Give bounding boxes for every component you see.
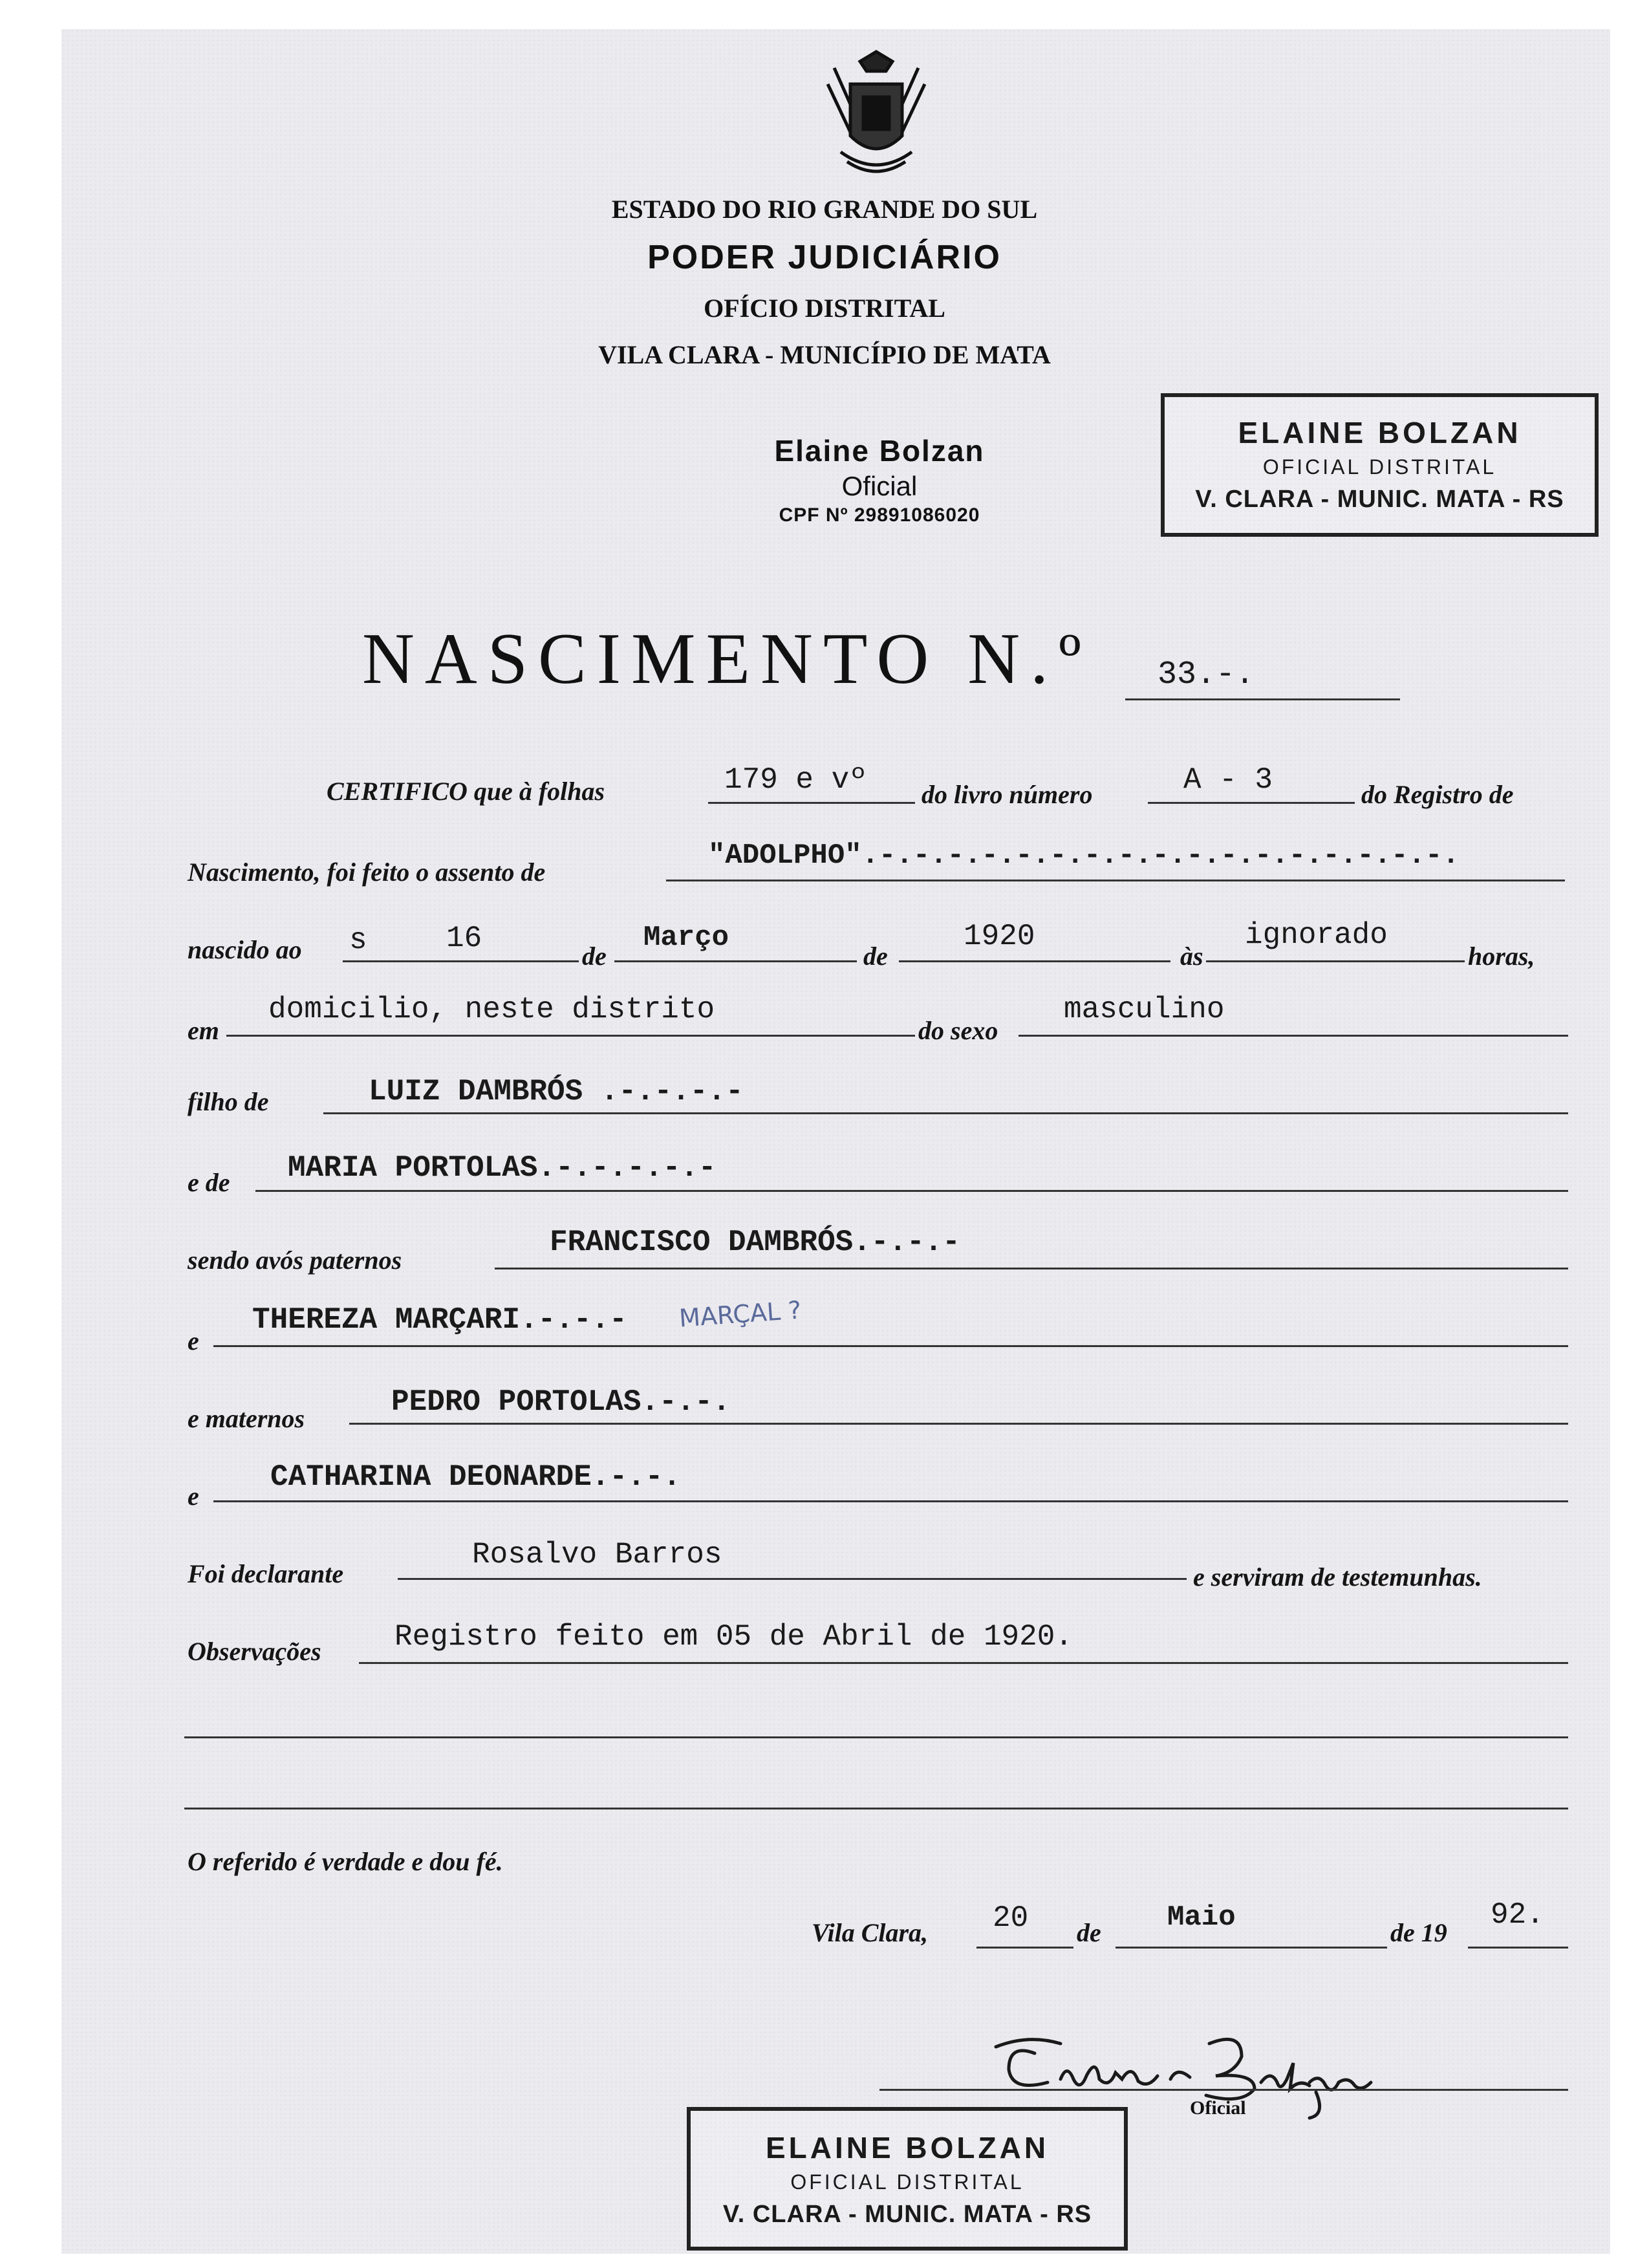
label-oficial: Oficial	[1190, 2097, 1246, 2119]
line-nome	[666, 880, 1565, 881]
line-observacoes	[359, 1662, 1568, 1664]
field-data-mes: Maio	[1167, 1901, 1236, 1934]
field-data-ano: 92.	[1491, 1898, 1544, 1932]
label-registro: do Registro de	[1361, 780, 1514, 809]
field-mes: Março	[643, 922, 729, 954]
field-hora: ignorado	[1245, 918, 1388, 952]
location-heading: VILA CLARA - MUNICÍPIO DE MATA	[598, 340, 1051, 369]
line-local	[226, 1035, 915, 1037]
field-dia: 16	[446, 922, 482, 955]
line-avo-materno	[349, 1423, 1568, 1425]
line-avo-paterno	[495, 1268, 1568, 1269]
coat-of-arms-icon	[821, 49, 931, 184]
label-assento: Nascimento, foi feito o assento de	[188, 858, 546, 887]
line-observacoes-2	[184, 1736, 1568, 1738]
line-data-dia	[976, 1947, 1073, 1949]
stamp-bottom-title: OFICIAL DISTRITAL	[790, 2170, 1024, 2194]
officer-name: Elaine Bolzan	[774, 434, 985, 468]
line-folhas	[708, 802, 915, 804]
field-declarante: Rosalvo Barros	[472, 1538, 722, 1571]
label-maternos: e maternos	[188, 1404, 305, 1433]
field-local: domicilio, neste distrito	[268, 993, 715, 1026]
line-signature	[879, 2089, 1568, 2091]
label-de-mes: de	[582, 942, 607, 971]
line-hora	[1206, 960, 1465, 962]
district-office: OFÍCIO DISTRITAL	[704, 294, 945, 323]
field-mae: MARIA PORTOLAS.-.-.-.-.-	[288, 1151, 717, 1185]
document-title: NASCIMENTO N.º	[362, 619, 1092, 699]
field-avo-paterna: THEREZA MARÇARI.-.-.-	[252, 1303, 627, 1337]
stamp-location: V. CLARA - MUNIC. MATA - RS	[1195, 486, 1564, 513]
number-line	[1125, 698, 1400, 700]
label-avos-paternos: sendo avós paternos	[188, 1246, 402, 1275]
label-filho: filho de	[188, 1087, 269, 1116]
label-e-avo-materna: e	[188, 1482, 199, 1511]
stamp-bottom-location: V. CLARA - MUNIC. MATA - RS	[722, 2201, 1092, 2228]
stamp-title: OFICIAL DISTRITAL	[1262, 455, 1497, 479]
label-e-avo: e	[188, 1326, 199, 1355]
handwritten-note: MARÇAL ?	[678, 1295, 803, 1333]
officer-cpf: CPF Nº 29891086020	[779, 504, 980, 526]
field-avo-materno: PEDRO PORTOLAS.-.-.	[391, 1385, 731, 1419]
officer-block	[711, 433, 1048, 526]
field-observacoes: Registro feito em 05 de Abril de 1920.	[394, 1620, 1073, 1654]
line-avo-materna	[213, 1500, 1568, 1502]
field-pai: LUIZ DAMBRÓS .-.-.-.-	[369, 1075, 744, 1108]
line-observacoes-3	[184, 1808, 1568, 1809]
field-folhas: 179 e vº	[724, 763, 867, 797]
line-declarante	[398, 1578, 1187, 1580]
stamp-bottom-name: ELAINE BOLZAN	[765, 2131, 1050, 2165]
field-dia-prefix: s	[349, 923, 367, 957]
line-data-ano	[1468, 1947, 1568, 1949]
label-de-19: de 19	[1390, 1918, 1447, 1947]
official-stamp-bottom	[687, 2107, 1128, 2251]
line-dia	[343, 960, 579, 962]
officer-role: Oficial	[841, 471, 918, 501]
line-avo-paterna	[213, 1345, 1568, 1347]
judicial-power: PODER JUDICIÁRIO	[647, 239, 1002, 276]
label-as: às	[1180, 942, 1203, 971]
label-horas: horas,	[1468, 942, 1535, 971]
label-vila-clara: Vila Clara,	[812, 1918, 929, 1947]
field-sexo: masculino	[1064, 993, 1225, 1026]
line-livro	[1148, 802, 1355, 804]
line-sexo	[1018, 1035, 1568, 1037]
label-declarante: Foi declarante	[188, 1559, 344, 1588]
line-ano	[899, 960, 1170, 962]
label-de-data: de	[1077, 1918, 1101, 1947]
line-mae	[255, 1190, 1568, 1192]
label-de-ano: de	[863, 942, 888, 971]
field-livro: A - 3	[1183, 763, 1273, 797]
birth-number: 33.-.	[1158, 656, 1255, 693]
field-ano: 1920	[964, 920, 1035, 953]
label-livro: do livro número	[921, 780, 1093, 809]
field-avo-paterno: FRANCISCO DAMBRÓS.-.-.-	[550, 1226, 960, 1259]
field-nome: "ADOLPHO".-.-.-.-.-.-.-.-.-.-.-.-.-.-.-.-.-.	[708, 839, 1460, 872]
line-data-mes	[1116, 1947, 1387, 1949]
field-avo-materna: CATHARINA DEONARDE.-.-.	[270, 1460, 681, 1494]
label-em: em	[188, 1016, 219, 1045]
label-testemunhas: e serviram de testemunhas.	[1193, 1562, 1482, 1592]
label-verdade: O referido é verdade e dou fé.	[188, 1847, 503, 1876]
label-observacoes: Observações	[188, 1637, 321, 1666]
state-name: ESTADO DO RIO GRANDE DO SUL	[611, 195, 1038, 224]
stamp-name: ELAINE BOLZAN	[1238, 416, 1522, 449]
line-pai	[323, 1112, 1568, 1114]
line-mes	[614, 960, 857, 962]
field-data-dia: 20	[993, 1901, 1029, 1935]
official-stamp-top	[1161, 393, 1599, 537]
label-certifico: CERTIFICO que à folhas	[327, 777, 605, 806]
label-e-de: e de	[188, 1168, 230, 1197]
label-sexo: do sexo	[918, 1016, 998, 1045]
label-nascido: nascido ao	[188, 935, 302, 964]
